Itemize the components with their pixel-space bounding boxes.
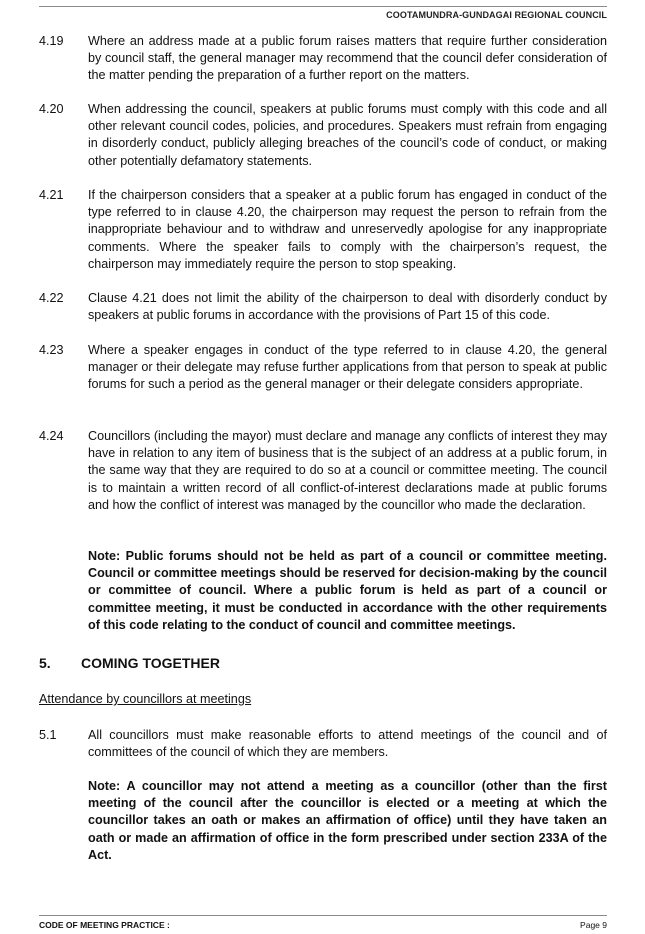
clause-number: 4.20 — [39, 102, 64, 116]
section-heading — [39, 655, 220, 671]
footer-rule — [39, 915, 607, 916]
footer-page-number: Page 9 — [580, 920, 607, 930]
section-title: COMING TOGETHER — [81, 655, 220, 671]
clause-number: 4.19 — [39, 34, 64, 48]
clause-text: Where an address made at a public forum raises matters that require further consideration by council staff, the general manager may recommend that the council defer consideration of the matter pending the preparation of a further report on the matters. — [88, 34, 607, 83]
clause-text: If the chairperson considers that a speaker at a public forum has engaged in conduct of the type referred to in clause 4.20, the chairperson may request the person to refrain from the inappropriate behaviour and to withdraw and unreservedly apologise for any inappropriate comments. Where the speaker fails to comply with the chairperson’s request, the chairperson may immediately require the person to stop speaking. — [88, 188, 607, 271]
footer-document-title: CODE OF MEETING PRACTICE : — [39, 920, 170, 930]
clause-text: All councillors must make reasonable efforts to attend meetings of the council and of committees of the council of which they are members. — [88, 728, 607, 760]
clause-4-23 — [39, 342, 607, 394]
clause-5-1 — [39, 727, 607, 761]
clause-number: 5.1 — [39, 728, 57, 742]
clause-text: Clause 4.21 does not limit the ability of the chairperson to deal with disorderly conduct by speakers at public forums in accordance with the provisions of Part 15 of this code. — [88, 291, 607, 323]
clause-text: Councillors (including the mayor) must declare and manage any conflicts of interest they may have in relation to any item of business that is the subject of an address at a public forum, in the same way that they are required to do so at a council or committee meeting. The council is to maintain a written record of all conflict-of-interest declarations made at public forums and how the conflict of interest was managed by the councillor who made the declaration. — [88, 429, 607, 512]
clause-number: 4.24 — [39, 429, 64, 443]
header-rule — [39, 6, 607, 7]
clause-text: Where a speaker engages in conduct of the type referred to in clause 4.20, the general manager or their delegate may refuse further applications from that person to speak at public forums for such a period as the general manager or their delegate considers appropriate. — [88, 343, 607, 392]
clause-4-21 — [39, 187, 607, 273]
clause-4-22 — [39, 290, 607, 324]
header-organization: COOTAMUNDRA-GUNDAGAI REGIONAL COUNCIL — [386, 10, 607, 20]
clause-text: When addressing the council, speakers at public forums must comply with this code and all other relevant council codes, policies, and procedures. Speakers must refrain from engaging in disorderly conduct, publicly alleging breaches of the council’s code of conduct, or making other potentially defamatory statements. — [88, 102, 607, 168]
clause-4-20 — [39, 101, 607, 170]
section-number: 5. — [39, 655, 51, 671]
subheading-attendance: Attendance by councillors at meetings — [39, 692, 252, 706]
clause-number: 4.21 — [39, 188, 64, 202]
clause-4-19 — [39, 33, 607, 85]
clause-4-24 — [39, 428, 607, 514]
note-public-forums: Note: Public forums should not be held as part of a council or committee meeting. Council or committee meetings should be reserved for decision-making by the council or committee of council. Where a public forum is held as part of a council or committee meeting, it must be conducted in accordance with the other requirements of this code relating to the conduct of council and committee meetings. — [88, 549, 607, 632]
clause-number: 4.22 — [39, 291, 64, 305]
note-affirmation: Note: A councillor may not attend a meeting as a councillor (other than the first meeting of the council after the councillor is elected or a meeting at which the councillor takes an oath or makes an affirmation of office) until they have taken an oath or made an affirmation of office in the form prescribed under section 233A of the Act. — [88, 779, 607, 862]
clause-number: 4.23 — [39, 343, 64, 357]
